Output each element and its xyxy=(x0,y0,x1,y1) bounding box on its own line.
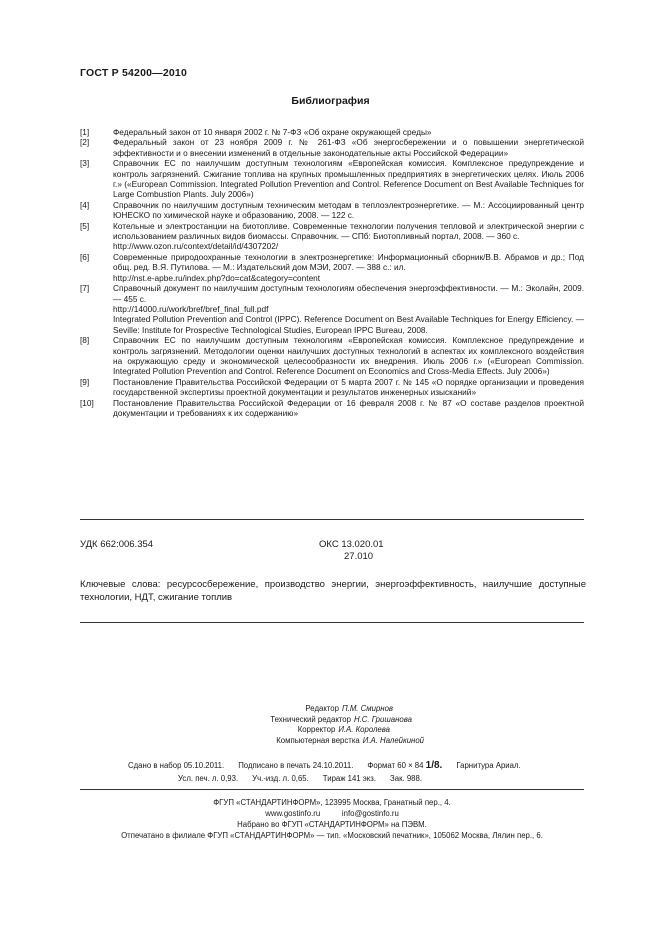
reference-text: Integrated Pollution Prevention and Control (IPPC). Reference Document on Best Available Techniques for Energy Efficiency. — Seville: Institute for Prospective Technological Studies, European IPPC Bureau, 2008. xyxy=(113,314,584,335)
udc-code: УДК 662:006.354 xyxy=(80,539,154,550)
bibliography-title: Библиография xyxy=(291,95,370,107)
reference-url: http://14000.ru/work/bref/bref_final_full.pdf xyxy=(113,303,269,314)
divider xyxy=(80,789,584,790)
reference-text: Справочный документ по наилучшим доступным технологиям обеспечения энергоэффективности. — М.: Эколайн, 2009. — 455 с. xyxy=(113,283,584,304)
reference-item xyxy=(80,137,584,158)
keywords: Ключевые слова: ресурсосбережение, производство энергии, энергоэффективность, наилучшие доступные технологии, НДТ, сжигание топлив xyxy=(80,579,586,603)
print-run: Тираж 141 экз. xyxy=(322,774,377,783)
reference-item xyxy=(80,200,584,221)
reference-item xyxy=(80,221,584,252)
format-label: Формат 60 × 84 xyxy=(367,761,424,770)
credit-name: Н.С. Гришанова xyxy=(353,714,412,724)
reference-text: Постановление Правительства Российской Федерации от 16 февраля 2008 г. № 87 «О составе разделов проектной документации и требованиях к их содержанию» xyxy=(113,397,584,418)
reference-url: http://www.ozon.ru/context/detail/id/4307202/ xyxy=(113,241,279,252)
reference-item xyxy=(80,127,584,137)
reference-item xyxy=(80,377,584,398)
reference-item xyxy=(80,252,584,283)
oks-line: ОКС 13.020.01 xyxy=(319,539,384,550)
reference-url: http://nst.e-apbe.ru/index.php?do=cat&category=content xyxy=(113,272,321,283)
reference-number: [5] xyxy=(80,220,90,231)
divider xyxy=(80,519,584,520)
reference-text: Федеральный закон от 23 ноября 2009 г. № 261-ФЗ «Об энергосбережении и о повышении энергетической эффективности и о внесении изменений в отдельные законодательные акты Российской Федерации» xyxy=(113,137,584,158)
credit-role: Технический редактор xyxy=(270,714,351,724)
credit-name: И.А. Королева xyxy=(338,725,390,735)
print-info-line-2 xyxy=(178,774,422,783)
reference-text: Справочник ЕС по наилучшим доступным технологиям «Европейская комиссия. Комплексное предупреждение и контроль загрязнений. Сжигание топлива на крупных промышленных предприятиях в энергетических целях. Июль 2006 г.» («European Commission. Integrated Pollution Prevention and Control. Reference Document on Best Available Techniques for Large Combustion Plants. July 2006») xyxy=(113,158,584,200)
credits-block xyxy=(190,704,480,746)
submitted-date: Сдано в набор 05.10.2011. xyxy=(128,761,225,770)
reference-number: [3] xyxy=(80,158,90,169)
reference-number: [10] xyxy=(80,397,94,408)
credit-name: И.А. Налейкиной xyxy=(362,735,424,745)
reference-list xyxy=(80,127,584,418)
credit-name: П.М. Смирнов xyxy=(342,704,393,713)
credit-row xyxy=(190,715,480,726)
reference-text: Современные природоохранные технологии в электроэнергетике: Информационный сборник/В.В. Абрамов и др.; Под общ. ред. В.Я. Путилова. — М.: Издательский дом МЭИ, 2007. — 388 с.: ил. xyxy=(113,251,584,273)
reference-text: Федеральный закон от 10 января 2002 г. № 7-ФЗ «Об охране окружающей среды» xyxy=(113,127,432,137)
format-fraction: 1/8. xyxy=(425,760,443,771)
print-sheets: Усл. печ. л. 0,93. xyxy=(178,774,239,783)
reference-text: Постановление Правительства Российской Федерации от 5 марта 2007 г. № 145 «О порядке организации и проведения государственной экспертизы проектной документации и результатов инженерных изысканий» xyxy=(113,376,584,398)
reference-number: [8] xyxy=(80,335,90,346)
credit-role: Компьютерная верстка xyxy=(276,735,360,745)
pub-sheets: Уч.-изд. л. 0,65. xyxy=(252,774,309,783)
reference-number: [2] xyxy=(80,137,90,148)
credit-row xyxy=(190,736,480,747)
credit-role: Редактор xyxy=(305,704,339,713)
credit-role: Корректор xyxy=(297,725,336,735)
reference-number: [4] xyxy=(80,199,90,210)
oks-line: 27.010 xyxy=(344,550,374,562)
reference-text: Справочник по наилучшим доступным техническим методам в теплоэлектроэнергетике. — М.: Ассоциированный центр ЮНЕСКО по химической науке и образованию, 2008. — 122 с. xyxy=(113,199,584,221)
reference-text: Справочник ЕС по наилучшим доступным технологиям «Европейская комиссия. Комплексное предупреждение и контроль загрязнений. Методологии оценки наилучших доступных технологий в аспектах их комплексного воздействия на окружающую среду и экономической целесообразности их внедрения. Июль 2006 г.» («European Commission. Integrated Pollution Prevention and Control. Reference Document on Economics and Cross-Media Effects. July 2006») xyxy=(113,335,584,377)
reference-item xyxy=(80,335,584,377)
reference-text: Котельные и электростанции на биотопливе. Современные технологии получения тепловой и электрической энергии с использованием различных видов биомассы. Справочник. — СПб: Биотопливный портал, 2008. — 360 с. xyxy=(113,220,584,242)
credit-row xyxy=(190,704,480,715)
print-info-line-1 xyxy=(128,760,521,771)
reference-number: [6] xyxy=(80,251,90,262)
reference-item xyxy=(80,283,584,335)
document-header: ГОСТ Р 54200—2010 xyxy=(80,67,188,79)
order-number: Зак. 988. xyxy=(390,774,422,783)
publisher-address: ФГУП «СТАНДАРТИНФОРМ», 123995 Москва, Гранатный пер., 4. xyxy=(213,798,451,807)
reference-number: [7] xyxy=(80,283,90,294)
publisher-block xyxy=(80,797,584,841)
reference-number: [9] xyxy=(80,376,90,387)
reference-item xyxy=(80,398,584,419)
printed-note: Отпечатано в филиале ФГУП «СТАНДАРТИНФОРМ» — тип. «Московский печатник», 105062 Москва, Лялин пер., 6. xyxy=(121,831,543,840)
reference-number: [1] xyxy=(80,127,90,137)
typeface: Гарнитура Ариал. xyxy=(456,761,521,770)
oks-code xyxy=(319,539,384,562)
divider xyxy=(80,622,584,623)
signed-date: Подписано в печать 24.10.2011. xyxy=(238,761,354,770)
typeset-note: Набрано во ФГУП «СТАНДАРТИНФОРМ» на ПЭВМ. xyxy=(237,820,427,829)
reference-item xyxy=(80,158,584,200)
credit-row xyxy=(190,725,480,736)
publisher-contacts: www.gostinfo.ru info@gostinfo.ru xyxy=(265,809,399,818)
